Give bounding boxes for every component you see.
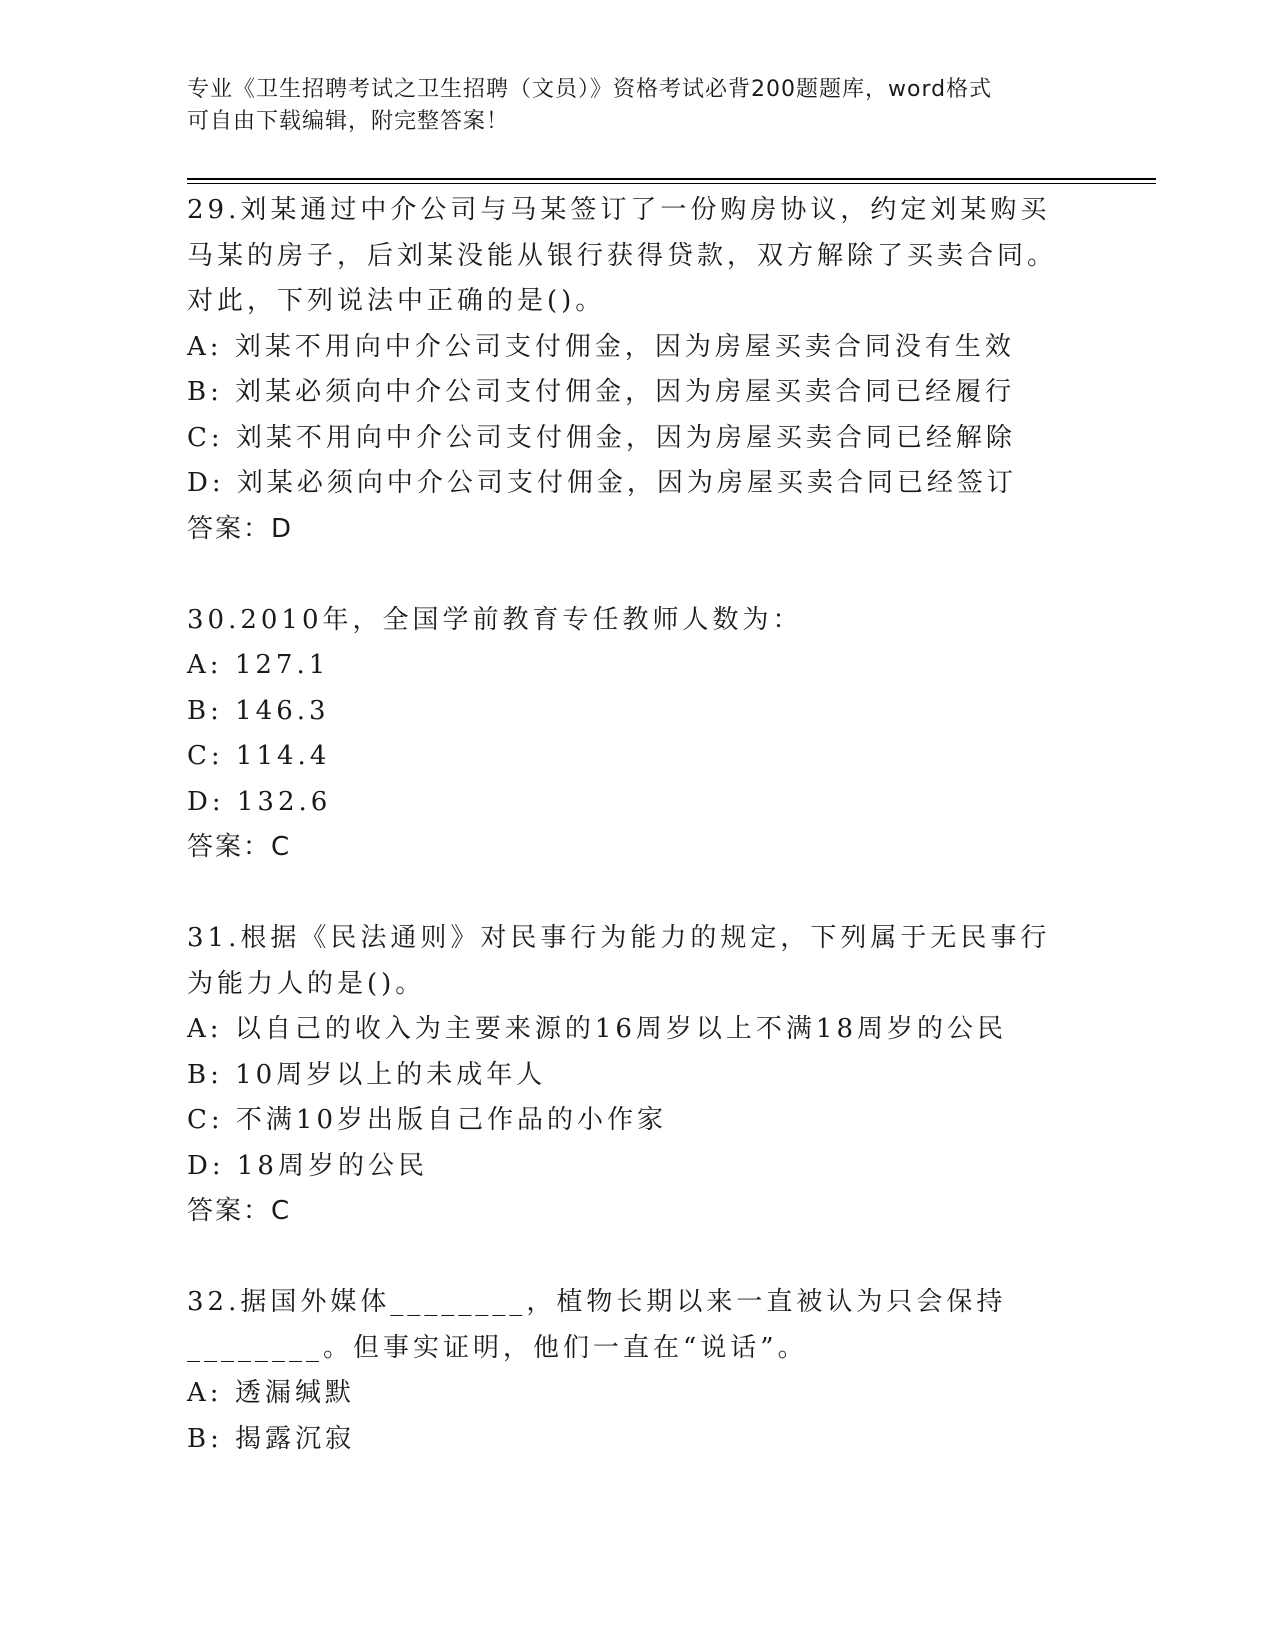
document-header	[187, 74, 1087, 138]
option-letter: C:	[187, 422, 224, 453]
option-c	[187, 734, 1077, 780]
option-text: 132.6	[236, 786, 332, 817]
option-text: 10周岁以上的未成年人	[235, 1059, 547, 1090]
option-letter: A:	[187, 1378, 223, 1408]
option-letter: D:	[187, 786, 225, 817]
option-text: 127.1	[234, 650, 330, 680]
question-stem: 31.根据《民法通则》对民事行为能力的规定，下列属于无民事行为能力人的是()。	[187, 923, 1051, 999]
header-line-2: 可自由下载编辑，附完整答案！	[187, 109, 510, 134]
option-text: 刘某必须向中介公司支付佣金，因为房屋买卖合同已经履行	[235, 377, 1016, 407]
option-letter: B:	[187, 377, 223, 407]
option-letter: B:	[187, 695, 223, 726]
header-line-1: 专业《卫生招聘考试之卫生招聘（文员）》资格考试必背200题题库，word格式	[187, 77, 993, 102]
answer-label: 答案：D	[187, 513, 294, 544]
option-letter: A:	[187, 331, 223, 362]
option-text: 刘某必须向中介公司支付佣金，因为房屋买卖合同已经签订	[236, 468, 1017, 498]
question-30	[187, 598, 1077, 871]
option-letter: C:	[187, 741, 224, 771]
question-stem: 29.刘某通过中介公司与马某签订了一份购房协议，约定刘某购买马某的房子，后刘某没能从银行获得贷款，双方解除了买卖合同。对此，下列说法中正确的是()。	[187, 195, 1058, 316]
option-letter: B:	[187, 1059, 223, 1090]
option-d	[187, 461, 1077, 507]
option-a	[187, 325, 1077, 371]
option-text: 114.4	[235, 741, 331, 771]
question-29	[187, 188, 1077, 552]
answer-label: 答案：C	[187, 1196, 292, 1226]
option-letter: D:	[187, 1150, 225, 1181]
option-b	[187, 370, 1077, 416]
header-rule-thin	[187, 183, 1156, 184]
option-a	[187, 1371, 1077, 1417]
answer-label: 答案：C	[187, 832, 292, 862]
question-stem: 30.2010年，全国学前教育专任教师人数为：	[187, 604, 803, 635]
option-b	[187, 1417, 1077, 1463]
header-rule-thick	[187, 178, 1156, 180]
question-list	[187, 188, 1077, 1462]
option-text: 刘某不用向中介公司支付佣金，因为房屋买卖合同已经解除	[235, 422, 1016, 453]
question-stem: 32.据国外媒体________，植物长期以来一直被认为只会保持________。但事实证明，他们一直在“说话”。	[187, 1287, 1007, 1363]
option-d	[187, 1144, 1077, 1190]
option-d	[187, 780, 1077, 826]
option-b	[187, 689, 1077, 735]
option-a	[187, 1007, 1077, 1053]
option-letter: B:	[187, 1423, 223, 1454]
option-c	[187, 1098, 1077, 1144]
option-c	[187, 416, 1077, 462]
option-text: 以自己的收入为主要来源的16周岁以上不满18周岁的公民	[234, 1014, 1007, 1044]
option-letter: A:	[187, 1014, 223, 1044]
question-32	[187, 1280, 1077, 1462]
option-text: 18周岁的公民	[236, 1150, 428, 1181]
option-letter: A:	[187, 650, 223, 680]
option-text: 146.3	[235, 695, 330, 726]
question-31	[187, 916, 1077, 1235]
option-text: 刘某不用向中介公司支付佣金，因为房屋买卖合同没有生效	[234, 331, 1015, 362]
option-text: 不满10岁出版自己作品的小作家	[235, 1105, 668, 1135]
option-letter: C:	[187, 1105, 224, 1135]
option-text: 透漏缄默	[234, 1378, 355, 1408]
option-text: 揭露沉寂	[235, 1423, 356, 1454]
option-letter: D:	[187, 468, 225, 498]
option-a	[187, 643, 1077, 689]
option-b	[187, 1053, 1077, 1099]
